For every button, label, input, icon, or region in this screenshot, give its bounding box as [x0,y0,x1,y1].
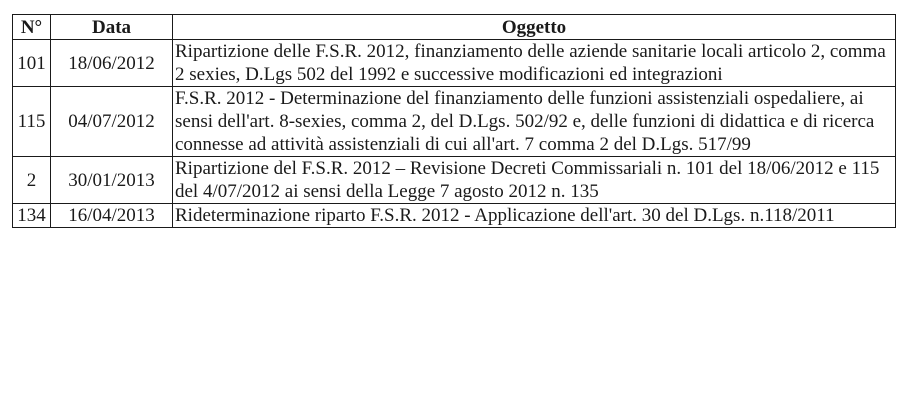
row-number: 101 [13,40,51,87]
decrees-table [12,14,896,228]
table-body [13,40,896,228]
table-row [13,87,896,157]
table-header [13,15,896,40]
row-subject: Ripartizione del F.S.R. 2012 – Revisione Decreti Commissariali n. 101 del 18/06/2012 e 115 del 4/07/2012 ai sensi della Legge 7 agosto 2012 n. 135 [173,157,896,204]
row-number: 115 [13,87,51,157]
header-number: N° [13,15,51,40]
table-row [13,157,896,204]
row-subject: Ripartizione delle F.S.R. 2012, finanziamento delle aziende sanitarie locali articolo 2, comma 2 sexies, D.Lgs 502 del 1992 e successive modificazioni ed integrazioni [173,40,896,87]
table-row [13,204,896,228]
row-subject: Rideterminazione riparto F.S.R. 2012 - Applicazione dell'art. 30 del D.Lgs. n.118/2011 [173,204,896,228]
row-date: 18/06/2012 [51,40,173,87]
row-subject: F.S.R. 2012 - Determinazione del finanziamento delle funzioni assistenziali ospedaliere, ai sensi dell'art. 8-sexies, comma 2, del D.Lgs. 502/92 e, delle funzioni di didattica e di ricerca connesse ad attività assistenziali di cui all'art. 7 comma 2 del D.Lgs. 517/99 [173,87,896,157]
row-date: 16/04/2013 [51,204,173,228]
header-date: Data [51,15,173,40]
row-number: 134 [13,204,51,228]
header-row [13,15,896,40]
table-row [13,40,896,87]
row-number: 2 [13,157,51,204]
row-date: 04/07/2012 [51,87,173,157]
row-date: 30/01/2013 [51,157,173,204]
header-subject: Oggetto [173,15,896,40]
